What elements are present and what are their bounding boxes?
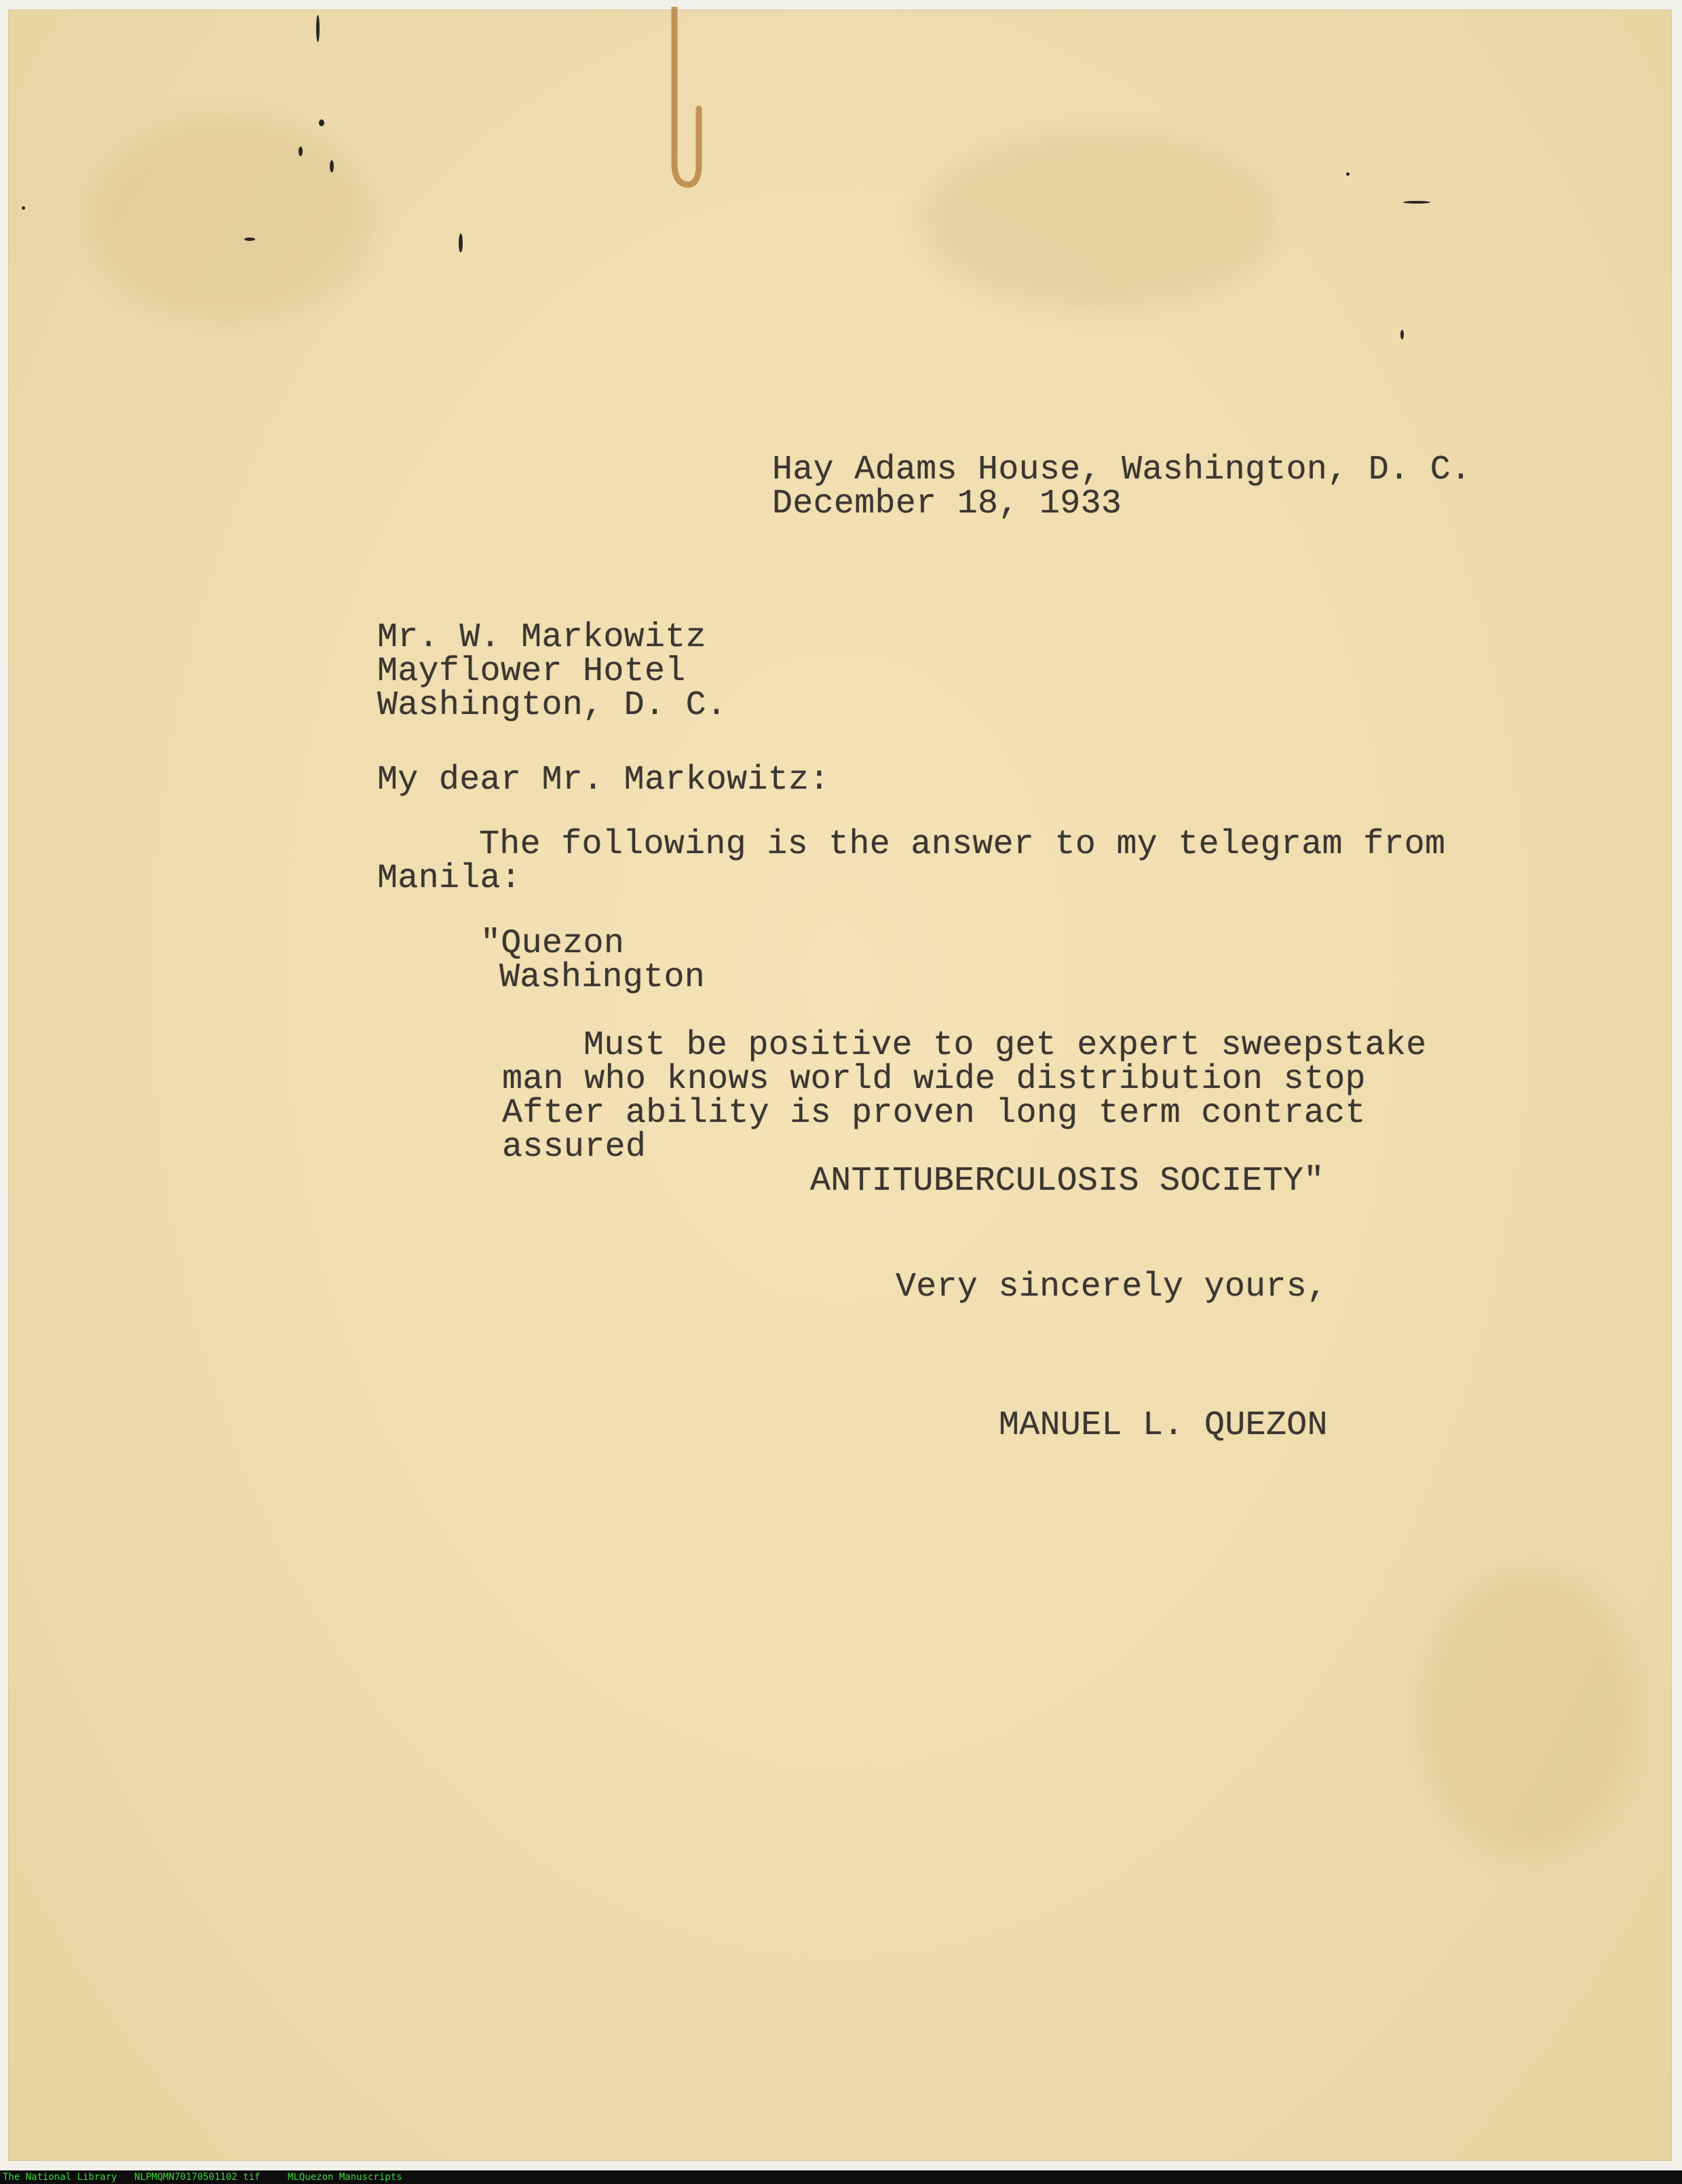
telegram-body-line: assured	[502, 1128, 647, 1167]
ink-speck	[244, 238, 255, 241]
intro-line: Manila:	[377, 859, 522, 898]
ink-speck	[459, 233, 463, 252]
heading-date: December 18, 1933	[772, 485, 1122, 523]
recipient-hotel: Mayflower Hotel	[377, 652, 686, 691]
intro-line: The following is the answer to my telegram from	[479, 825, 1446, 864]
telegram-body-line: Must be positive to get expert sweepstake	[584, 1026, 1427, 1065]
telegram-addressee: "Quezon	[480, 924, 625, 963]
ink-speck	[330, 160, 334, 172]
telegram-body-line: man who knows world wide distribution stop	[502, 1060, 1366, 1099]
telegram-body-line: After ability is proven long term contract	[502, 1094, 1366, 1133]
paper-stain	[924, 132, 1277, 308]
signature: MANUEL L. QUEZON	[999, 1406, 1328, 1445]
footer-library: The National Library	[3, 2172, 117, 2183]
ink-speck	[22, 206, 25, 210]
recipient-name: Mr. W. Markowitz	[377, 618, 706, 657]
ink-speck	[316, 15, 320, 42]
ink-speck	[1400, 330, 1404, 339]
footer-file-id: NLPMQMN70170501102 tif	[134, 2172, 261, 2183]
paper-clip-mark	[660, 7, 703, 190]
footer-collection: MLQuezon Manuscripts	[288, 2172, 402, 2183]
paper-stain	[1419, 1570, 1637, 1856]
ink-speck	[1346, 172, 1350, 176]
recipient-city: Washington, D. C.	[377, 686, 727, 725]
ink-speck	[299, 147, 303, 156]
telegram-addressee: Washington	[499, 958, 706, 997]
closing: Very sincerely yours,	[896, 1268, 1328, 1306]
salutation: My dear Mr. Markowitz:	[377, 761, 830, 799]
paper-stain	[90, 118, 375, 322]
ink-speck	[1403, 201, 1430, 204]
heading-address: Hay Adams House, Washington, D. C.	[772, 451, 1472, 489]
archive-footer	[0, 2170, 1682, 2184]
telegram-sender: ANTITUBERCULOSIS SOCIETY"	[810, 1162, 1324, 1201]
ink-speck	[319, 119, 324, 126]
